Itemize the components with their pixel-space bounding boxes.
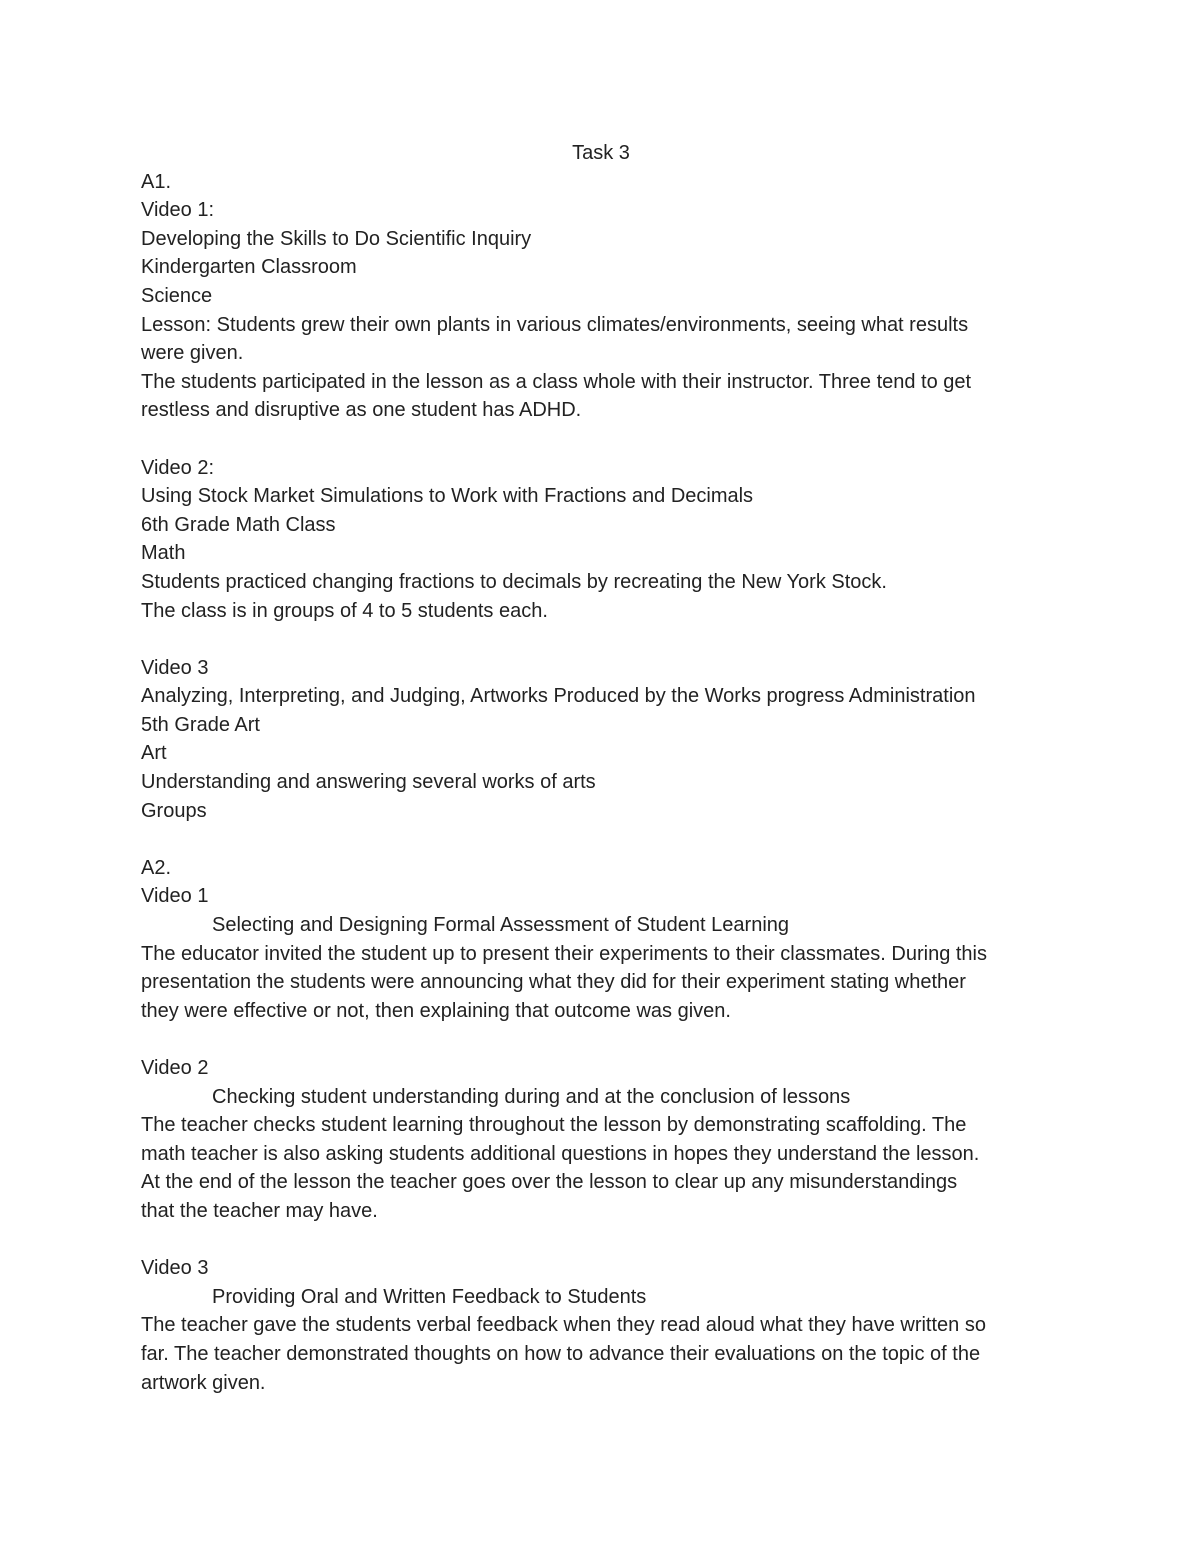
a1-video-2-line: Math (141, 542, 186, 565)
a2-video-3-subtitle: Providing Oral and Written Feedback to Students (212, 1285, 647, 1308)
a2-video-1-line: they were effective or not, then explaining that outcome was given. (141, 999, 731, 1022)
blank-line (141, 1226, 1061, 1255)
a2-video-1-label: Video 1 (141, 885, 209, 908)
a2-video-2-line: The teacher checks student learning throughout the lesson by demonstrating scaffolding. The (141, 1114, 967, 1137)
document-page (141, 139, 1061, 1397)
a1-video-1-line: Developing the Skills to Do Scientific Inquiry (141, 227, 532, 250)
blank-line (141, 625, 1061, 654)
a2-video-1-subtitle: Selecting and Designing Formal Assessment of Student Learning (212, 914, 790, 937)
a1-video-1-line: Science (141, 284, 213, 307)
a2-video-3-line: artwork given. (141, 1371, 266, 1394)
section-heading-a2: A2. (141, 856, 172, 879)
a1-video-1-line: Kindergarten Classroom (141, 256, 357, 279)
a1-video-1-line: restless and disruptive as one student has ADHD. (141, 399, 582, 422)
blank-line (141, 425, 1061, 454)
a2-video-3-label: Video 3 (141, 1257, 209, 1280)
a2-video-2-line: math teacher is also asking students additional questions in hopes they understand the lesson. (141, 1142, 980, 1165)
blank-line (141, 825, 1061, 854)
a2-video-2-label: Video 2 (141, 1057, 209, 1079)
section-heading-a1: A1. (141, 170, 172, 193)
a2-video-2-subtitle: Checking student understanding during and at the conclusion of lessons (212, 1085, 851, 1108)
a1-video-3-label: Video 3 (141, 656, 209, 679)
a2-video-1-line: The educator invited the student up to present their experiments to their classmates. During this (141, 942, 987, 965)
a1-video-2-line: The class is in groups of 4 to 5 students each. (141, 599, 548, 622)
a1-video-2-line: 6th Grade Math Class (141, 513, 336, 536)
a1-video-2-line: Using Stock Market Simulations to Work with Fractions and Decimals (141, 485, 754, 508)
a1-video-3-line: Analyzing, Interpreting, and Judging, Artworks Produced by the Works progress Administration (141, 685, 976, 708)
a2-video-1-line: presentation the students were announcing what they did for their experiment stating whether (141, 971, 966, 994)
a1-video-3-line: Understanding and answering several works of arts (141, 771, 596, 794)
blank-line (141, 1025, 1061, 1054)
a1-video-1-label: Video 1: (141, 199, 215, 222)
a2-video-3-line: The teacher gave the students verbal feedback when they read aloud what they have written so (141, 1314, 986, 1337)
a1-video-1-line: were given. (141, 342, 244, 365)
a1-video-3-line: Art (141, 742, 167, 765)
a2-video-2-line: At the end of the lesson the teacher goes over the lesson to clear up any misunderstandings (141, 1171, 958, 1194)
a1-video-2-label: Video 2: (141, 456, 215, 479)
a1-video-1-line: Lesson: Students grew their own plants in various climates/environments, seeing what results (141, 313, 969, 336)
a1-video-1-line: The students participated in the lesson as a class whole with their instructor. Three tend to get (141, 370, 972, 393)
a2-video-3-line: far. The teacher demonstrated thoughts on how to advance their evaluations on the topic of the (141, 1342, 981, 1365)
a1-video-3-line: 5th Grade Art (141, 713, 260, 736)
a1-video-2-line: Students practiced changing fractions to decimals by recreating the New York Stock. (141, 570, 887, 593)
a1-video-3-line: Groups (141, 799, 207, 822)
a2-video-2-line: that the teacher may have. (141, 1199, 378, 1222)
document-title: Task 3 (572, 142, 630, 164)
